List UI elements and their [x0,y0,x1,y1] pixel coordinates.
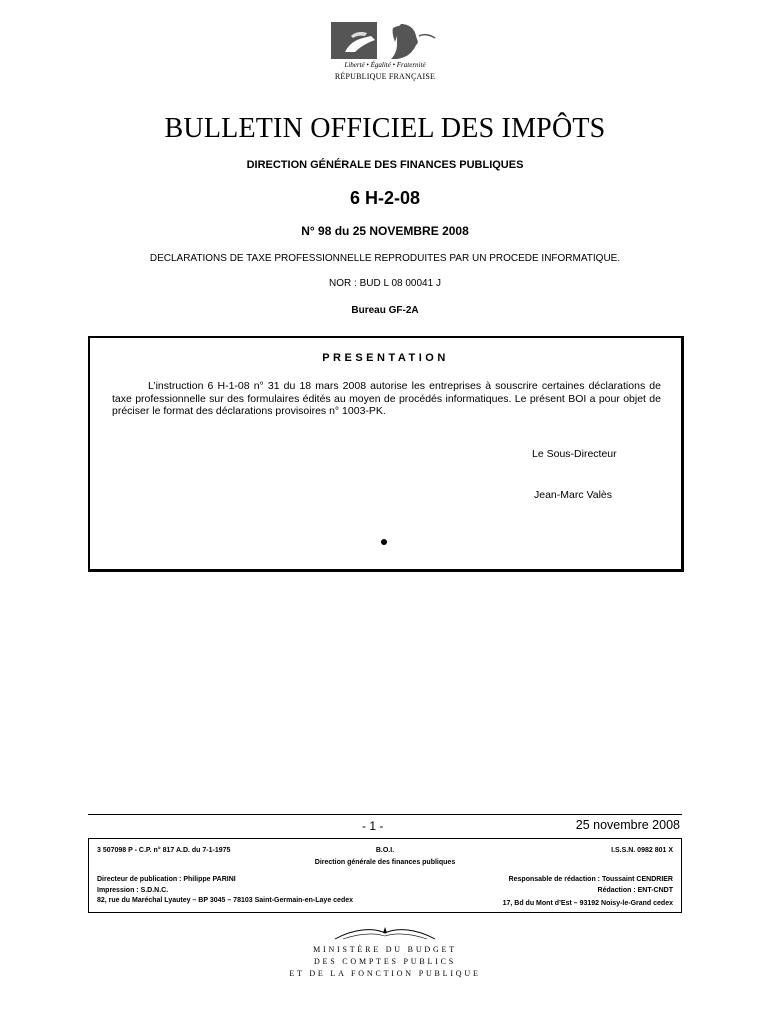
editorial-manager: Responsable de rédaction : Toussaint CENDRIER [508,876,673,883]
republique-francaise-logo [331,22,439,84]
logo-motto: Liberté • Égalité • Fraternité [344,61,426,69]
signer-title: Le Sous-Directeur [532,448,617,460]
editorial-address: 17, Bd du Mont d’Est – 93192 Noisy-le-Grand cedex [502,900,673,907]
bulletin-reference: 6 H-2-08 [349,188,421,208]
cppap-number: 3 507098 P - C.P. n° 817 A.D. du 7-1-1975 [97,847,231,854]
ministry-emblem-icon [333,925,437,941]
direction-heading: DIRECTION GÉNÉRALE DES FINANCES PUBLIQUES [246,159,524,171]
ministry-line-3: ET DE LA FONCTION PUBLIQUE [289,969,481,978]
issn-number: I.S.S.N. 0982 801 X [611,847,673,854]
impressum-box [88,838,682,913]
ministry-line-1: MINISTÈRE DU BUDGET [313,945,457,954]
editorial-office: Rédaction : ENT-CNDT [597,887,673,894]
marianne-logo-icon [331,22,438,59]
footer-divider [88,814,682,815]
nor-number: NOR : BUD L 08 00041 J [329,278,441,289]
bureau-label: Bureau GF-2A [351,305,419,316]
footer-date: 25 novembre 2008 [575,818,680,832]
ministry-line-2: DES COMPTES PUBLICS [313,957,457,966]
bulletin-subject: DECLARATIONS DE TAXE PROFESSIONNELLE REPRODUITES PAR UN PROCEDE INFORMATIQUE. [149,253,621,264]
presentation-text: L’instruction 6 H-1-08 n° 31 du 18 mars 2008 autorise les entreprises à souscrire certaines déclarations de taxe professionnelle sur des formulaires édités au moyen de procédés informatiques. Le présent BOI a pour objet de préciser le format des déclarations provisoires n° 1003-PK. [112,380,661,417]
printing-label: Impression : S.D.N.C. [97,887,169,894]
publication-director: Directeur de publication : Philippe PARINI [97,876,236,883]
presentation-box [88,336,684,572]
dgfip-label: Direction générale des finances publiques [314,859,456,866]
bulletin-title: BULLETIN OFFICIEL DES IMPÔTS [164,113,606,144]
page-number: - 1 - [362,819,384,833]
issue-number: N° 98 du 25 NOVEMBRE 2008 [301,224,469,238]
signer-name: Jean-Marc Valès [534,489,613,501]
printing-address: 82, rue du Maréchal Lyautey – BP 3045 – 78103 Saint-Germain-en-Laye cedex [97,897,354,904]
boi-label: B.O.I. [375,847,395,854]
bullet-icon [381,539,387,545]
presentation-title: PRESENTATION [322,352,449,364]
logo-republique-francaise: RÉPUBLIQUE FRANÇAISE [334,72,436,81]
